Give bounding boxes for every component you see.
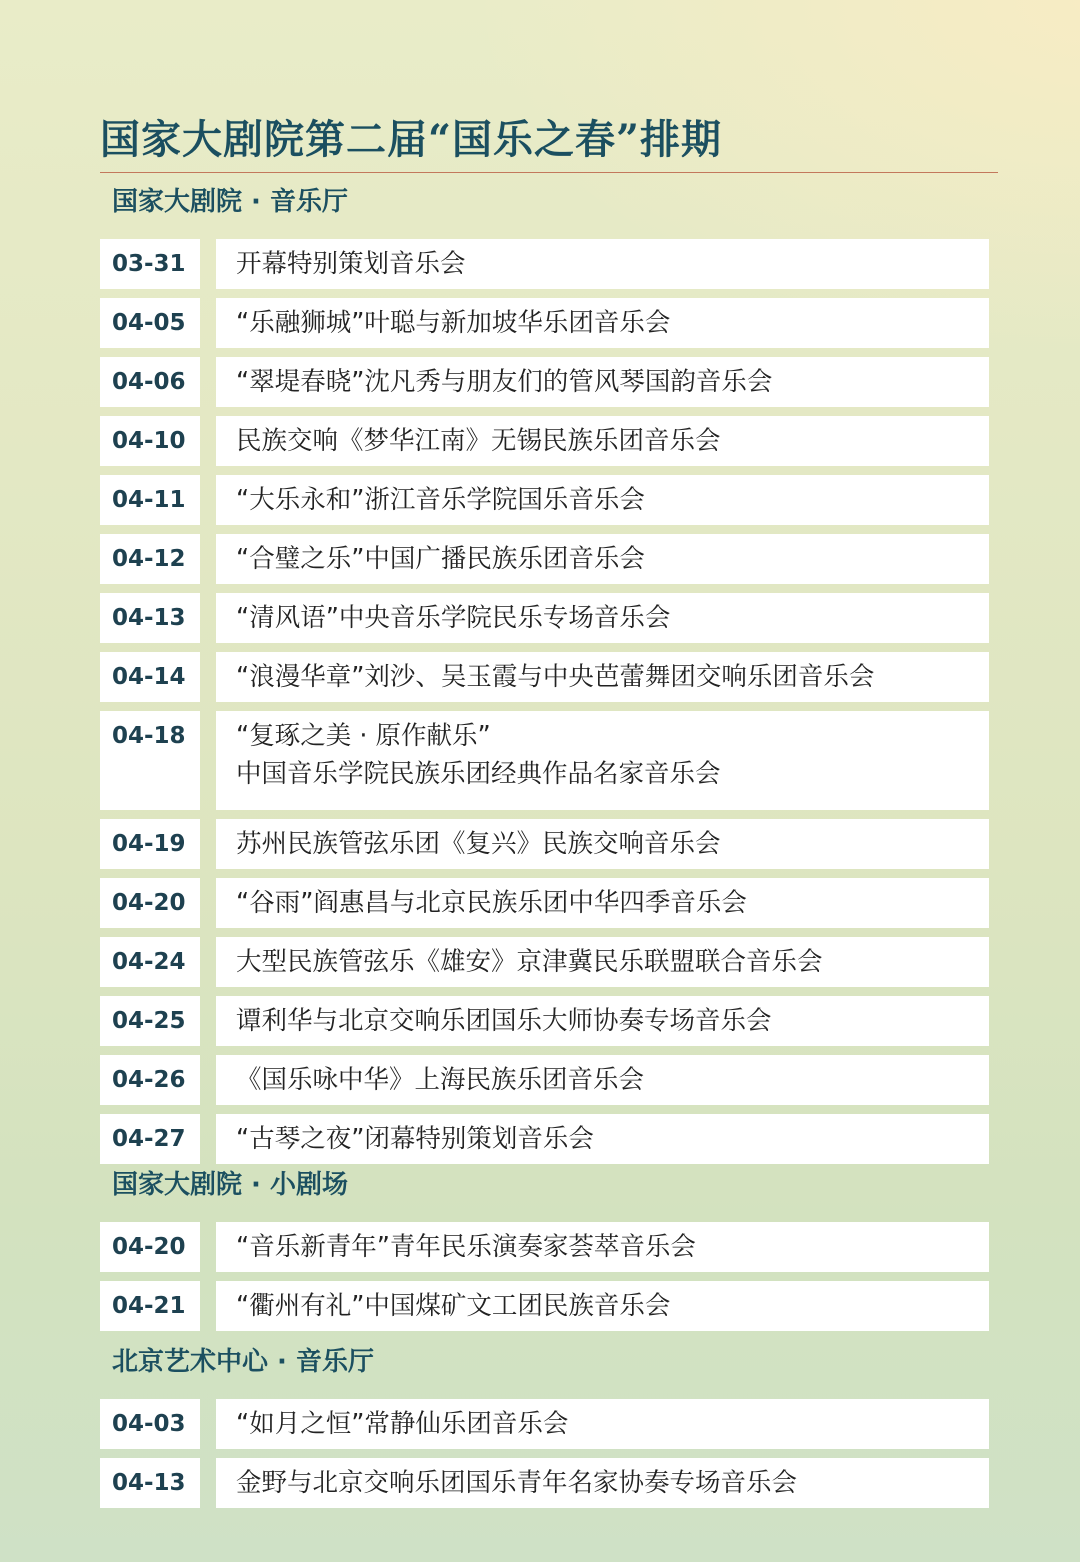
performance-title-line: “音乐新青年”青年民乐演奏家荟萃音乐会 (236, 1232, 696, 1262)
schedule-row (100, 475, 990, 525)
performance-date: 04-18 (100, 711, 200, 810)
schedule-row (100, 1055, 990, 1105)
schedule-row (100, 534, 990, 584)
performance-date: 04-10 (100, 416, 200, 466)
schedule-row (100, 878, 990, 928)
performance-title-line: “谷雨”阎惠昌与北京民族乐团中华四季音乐会 (236, 888, 747, 918)
performance-date: 04-19 (100, 819, 200, 869)
performance-title-line: “清风语”中央音乐学院民乐专场音乐会 (236, 603, 671, 633)
performance-title (216, 652, 989, 702)
performance-title (216, 1399, 989, 1449)
performance-title (216, 819, 989, 869)
performance-title (216, 357, 989, 407)
performance-title (216, 1114, 989, 1164)
schedule-row (100, 996, 990, 1046)
performance-title-line: “乐融狮城”叶聪与新加坡华乐团音乐会 (236, 308, 671, 338)
performance-date: 04-14 (100, 652, 200, 702)
schedule-row (100, 1399, 990, 1449)
performance-date: 04-11 (100, 475, 200, 525)
performance-title (216, 1458, 989, 1508)
performance-title-line: 民族交响《梦华江南》无锡民族乐团音乐会 (236, 426, 721, 456)
performance-title (216, 593, 989, 643)
performance-title (216, 937, 989, 987)
performance-title (216, 711, 989, 810)
performance-title-line: “大乐永和”浙江音乐学院国乐音乐会 (236, 485, 645, 515)
performance-date: 04-05 (100, 298, 200, 348)
performance-date: 04-24 (100, 937, 200, 987)
schedule-row (100, 652, 990, 702)
performance-title (216, 298, 989, 348)
performance-date: 04-27 (100, 1114, 200, 1164)
schedule-list (100, 239, 990, 1164)
performance-title-line: 谭利华与北京交响乐团国乐大师协奏专场音乐会 (236, 1006, 772, 1036)
performance-title-line: “如月之恒”常静仙乐团音乐会 (236, 1409, 569, 1439)
performance-title-line: “浪漫华章”刘沙、吴玉霞与中央芭蕾舞团交响乐团音乐会 (236, 662, 875, 692)
performance-title-line: “衢州有礼”中国煤矿文工团民族音乐会 (236, 1291, 671, 1321)
schedule-row (100, 711, 990, 810)
performance-date: 04-25 (100, 996, 200, 1046)
performance-title (216, 534, 989, 584)
section-concert-hall (100, 179, 990, 1173)
performance-date: 04-26 (100, 1055, 200, 1105)
performance-date: 04-13 (100, 1458, 200, 1508)
performance-title (216, 1281, 989, 1331)
schedule-row (100, 1458, 990, 1508)
section-heading: 国家大剧院 · 小剧场 (112, 1170, 348, 1200)
performance-title-line: 苏州民族管弦乐团《复兴》民族交响音乐会 (236, 829, 721, 859)
performance-date: 03-31 (100, 239, 200, 289)
section-heading: 国家大剧院 · 音乐厅 (112, 187, 348, 217)
page-title: 国家大剧院第二届“国乐之春”排期 (100, 116, 723, 163)
title-divider (100, 172, 998, 173)
performance-title (216, 416, 989, 466)
performance-title (216, 239, 989, 289)
performance-date: 04-03 (100, 1399, 200, 1449)
performance-date: 04-12 (100, 534, 200, 584)
performance-title-line: “翠堤春晓”沈凡秀与朋友们的管风琴国韵音乐会 (236, 367, 773, 397)
schedule-row (100, 357, 990, 407)
schedule-row (100, 1222, 990, 1272)
section-small-theatre (100, 1162, 990, 1340)
performance-date: 04-21 (100, 1281, 200, 1331)
schedule-list (100, 1399, 990, 1508)
performance-date: 04-20 (100, 1222, 200, 1272)
performance-title-line: 开幕特别策划音乐会 (236, 249, 466, 279)
schedule-row (100, 416, 990, 466)
performance-title (216, 1222, 989, 1272)
schedule-row (100, 819, 990, 869)
schedule-row (100, 298, 990, 348)
schedule-row (100, 937, 990, 987)
performance-title-line: “复琢之美 · 原作献乐” (236, 721, 491, 751)
section-heading: 北京艺术中心 · 音乐厅 (112, 1347, 374, 1377)
performance-date: 04-20 (100, 878, 200, 928)
performance-title-line: 大型民族管弦乐《雄安》京津冀民乐联盟联合音乐会 (236, 947, 823, 977)
performance-title-line: 《国乐咏中华》上海民族乐团音乐会 (236, 1065, 645, 1095)
performance-title (216, 1055, 989, 1105)
schedule-row (100, 1114, 990, 1164)
performance-title (216, 475, 989, 525)
schedule-list (100, 1222, 990, 1331)
performance-title-line: “合璧之乐”中国广播民族乐团音乐会 (236, 544, 645, 574)
performance-title-line: 中国音乐学院民族乐团经典作品名家音乐会 (236, 759, 721, 789)
performance-title (216, 878, 989, 928)
performance-date: 04-13 (100, 593, 200, 643)
performance-title-line: 金野与北京交响乐团国乐青年名家协奏专场音乐会 (236, 1468, 798, 1498)
performance-date: 04-06 (100, 357, 200, 407)
performance-title (216, 996, 989, 1046)
performance-title-line: “古琴之夜”闭幕特别策划音乐会 (236, 1124, 594, 1154)
schedule-row (100, 593, 990, 643)
schedule-row (100, 1281, 990, 1331)
schedule-row (100, 239, 990, 289)
section-beijing-art-center (100, 1339, 990, 1517)
